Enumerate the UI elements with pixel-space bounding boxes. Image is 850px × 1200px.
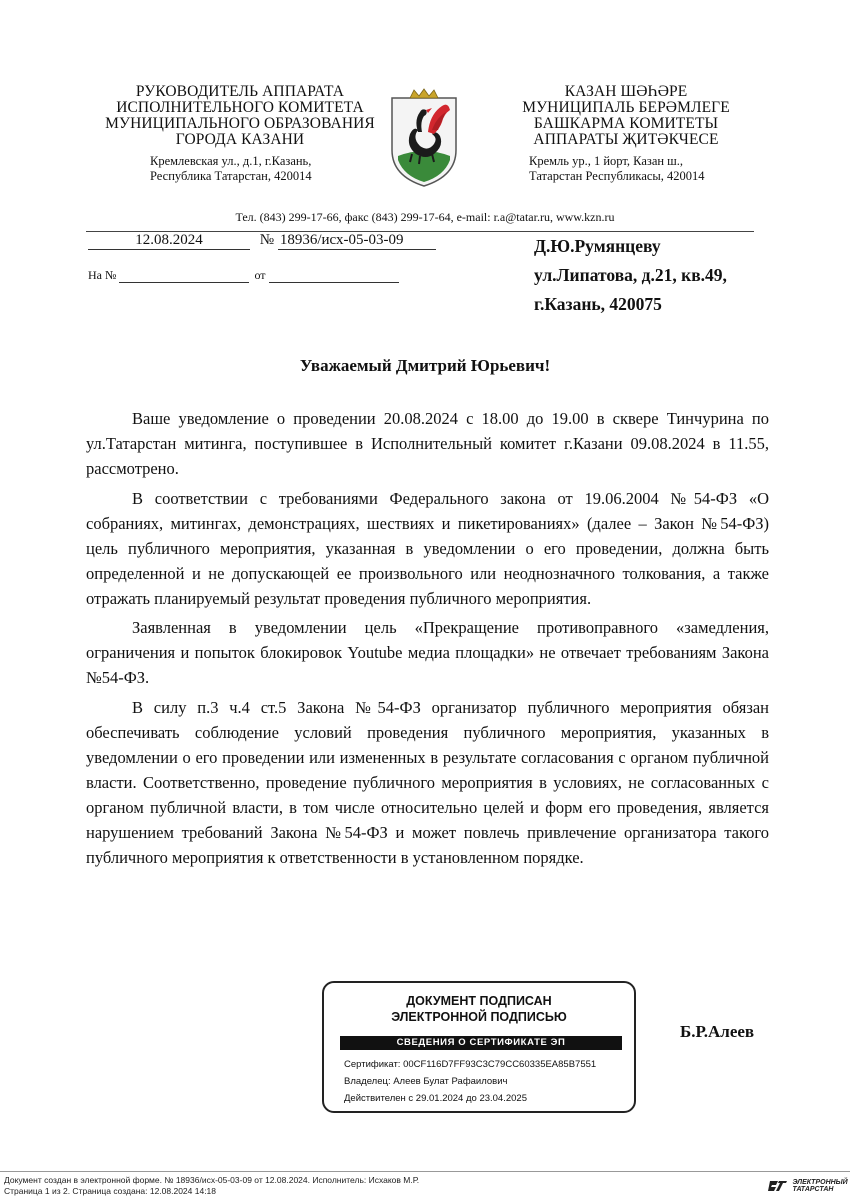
logo-text-line: ТАТАРСТАН	[792, 1185, 834, 1193]
certificate-details	[344, 1056, 596, 1107]
salutation: Уважаемый Дмитрий Юрьевич!	[299, 356, 551, 375]
header-left-block	[96, 84, 384, 184]
registration-date: 12.08.2024	[88, 232, 250, 250]
header-left-title-line: РУКОВОДИТЕЛЬ АППАРАТА	[135, 83, 345, 100]
recipient-street: ул.Липатова, д.21, кв.49,	[534, 265, 727, 285]
header-right-address	[515, 154, 737, 184]
header-right-title-line: КАЗАН ШӘҺӘРЕ	[564, 83, 688, 100]
header-left-address-line: Республика Татарстан, 420014	[150, 169, 312, 183]
signer-name: Б.Р.Алеев	[680, 1022, 755, 1041]
recipient-block	[534, 232, 727, 319]
footer-divider	[0, 1171, 850, 1172]
header-right-address-line: Кремль ур., 1 йорт, Казан ш.,	[529, 154, 684, 168]
header-left-title-line: МУНИЦИПАЛЬНОГО ОБРАЗОВАНИЯ	[105, 115, 375, 132]
header-right-block	[515, 84, 737, 184]
recipient-name: Д.Ю.Румянцеву	[534, 236, 661, 256]
letter-body	[86, 406, 769, 874]
footer-line: Документ создан в электронной форме. № 18936/исх-05-03-09 от 12.08.2024. Исполнитель: Исхаков М.Р.	[4, 1175, 420, 1185]
header-left-title-line: ИСПОЛНИТЕЛЬНОГО КОМИТЕТА	[116, 99, 364, 116]
logo-mark-icon	[768, 1179, 788, 1193]
header-right-title-line: БАШКАРМА КОМИТЕТЫ	[533, 115, 719, 132]
header-left-address-line: Кремлевская ул., д.1, г.Казань,	[150, 154, 312, 168]
body-paragraph: В соответствии с требованиями Федерального закона от 19.06.2004 №54-ФЗ «О собраниях, митингах, демонстрациях, шествиях и пикетированиях» (далее – Закон №54-ФЗ) цель публичного мероприятия, указанная в уведомлении о его проведении, должна быть определенной и не допускающей ее произвольного или неоднозначного толкования, а также отражать планируемый результат проведения публичного мероприятия.	[86, 488, 769, 608]
body-paragraph: Ваше уведомление о проведении 20.08.2024 с 18.00 до 19.00 в сквере Тинчурина по ул.Татарстан митинга, поступившее в Исполнительный комитет г.Казани 09.08.2024 в 11.55, рассмотрено.	[86, 409, 769, 478]
body-paragraph: В силу п.3 ч.4 ст.5 Закона №54-ФЗ организатор публичного мероприятия обязан обеспечивать соблюдение условий проведения публичного мероприятия, указанных в уведомлении о его проведении или измененных в результате согласования с органом публичной власти. Соответственно, проведение публичного мероприятия в условиях, не согласованных с органом публичной власти, в том числе относительно целей и форм его проведения, является нарушением требований Закона №54-ФЗ и может повлечь привлечение организатора такого публичного мероприятия к ответственности в установленном порядке.	[86, 697, 769, 867]
recipient-city: г.Казань, 420075	[534, 294, 662, 314]
registration-number-label: №	[259, 232, 275, 248]
header-left-title-line: ГОРОДА КАЗАНИ	[175, 131, 305, 148]
kazan-coat-of-arms-icon	[388, 88, 460, 188]
reference-date-field	[269, 270, 399, 283]
electronic-tatarstan-logo-icon	[768, 1177, 848, 1195]
signature-stamp-title-line: ЭЛЕКТРОННОЙ ПОДПИСЬЮ	[391, 1010, 567, 1024]
logo-text-line: ЭЛЕКТРОННЫЙ	[792, 1178, 848, 1186]
header-left-title	[96, 84, 384, 148]
header-right-title-line: МУНИЦИПАЛЬ БЕРӘМЛЕГЕ	[522, 99, 730, 116]
header-right-title	[515, 84, 737, 148]
certificate-validity: Действителен с 29.01.2024 до 23.04.2025	[344, 1093, 527, 1104]
registration-date-line	[88, 232, 436, 250]
electronic-signature-stamp	[322, 981, 636, 1113]
logo-text	[792, 1179, 847, 1193]
header-left-address	[96, 154, 384, 184]
reference-number-label: На №	[88, 268, 117, 282]
reference-number-field	[119, 270, 249, 283]
certificate-number: Сертификат: 00CF116D7FF93C3C79CC60335EA85B7551	[344, 1059, 597, 1070]
header-contacts: Тел. (843) 299-17-66, факс (843) 299-17-64, e-mail: r.a@tatar.ru, www.kzn.ru	[235, 210, 615, 224]
footer-line: Страница 1 из 2. Страница создана: 12.08.2024 14:18	[4, 1186, 217, 1196]
certificate-info-bar: СВЕДЕНИЯ О СЕРТИФИКАТЕ ЭП	[340, 1036, 622, 1050]
signature-stamp-title	[324, 993, 634, 1025]
header-right-title-line: АППАРАТЫ ҖИТӘКЧЕСЕ	[533, 131, 719, 148]
certificate-owner: Владелец: Алеев Булат Рафаилович	[344, 1076, 508, 1087]
registration-number: 18936/исх-05-03-09	[278, 232, 436, 250]
header-right-address-line: Татарстан Республикасы, 420014	[529, 169, 705, 183]
reference-from-label: от	[254, 268, 266, 282]
body-paragraph: Заявленная в уведомлении цель «Прекращение противоправного «замедления, ограничения и попыток блокировок Youtube медиа площадки» не отвечает требованиям Закона №54-ФЗ.	[86, 618, 769, 687]
reference-line	[88, 268, 399, 283]
signature-stamp-title-line: ДОКУМЕНТ ПОДПИСАН	[406, 994, 552, 1008]
footer-text	[4, 1175, 419, 1197]
